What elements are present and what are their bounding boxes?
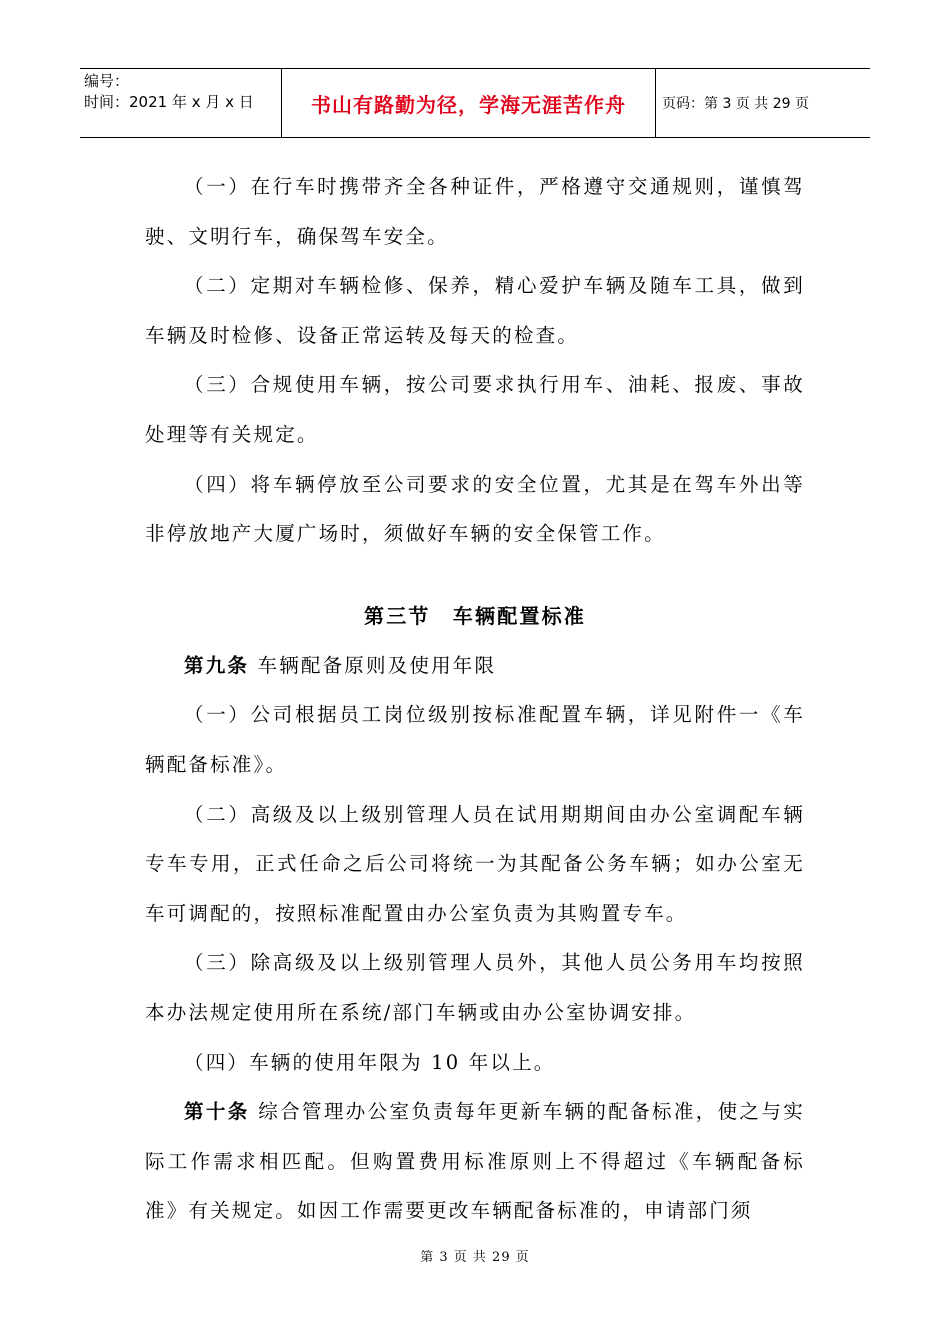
number-label: 编号：: [84, 72, 130, 90]
section-title: 第三节 车辆配置标准: [364, 603, 586, 628]
article-9-title: 车辆配备原则及使用年限: [249, 653, 497, 677]
article-10-text: 综合管理办公室负责每年更新车辆的配备标准，使之与实际工作需求相匹配。但购置费用标准原则上不得超过《车辆配备标准》有关规定。如因工作需要更改车辆配备标准的，申请部门须: [145, 1100, 805, 1223]
section-gap: [145, 559, 805, 589]
page-header: [80, 68, 870, 138]
document-body: [145, 162, 805, 1236]
paragraph-1: （一）在行车时携带齐全各种证件，严格遵守交通规则，谨慎驾驶、文明行车，确保驾车安全。: [145, 175, 805, 248]
date-label: 时间：2021 年 x 月 x 日: [84, 93, 254, 111]
article-9-heading: [145, 641, 805, 691]
article-10-label: 第十条: [184, 1100, 250, 1124]
page-footer: 第 3 页 共 29 页: [420, 1250, 530, 1265]
article-10: [145, 1087, 805, 1236]
article-9-label: 第九条: [184, 653, 250, 677]
paragraph-3: （三）合规使用车辆，按公司要求执行用车、油耗、报废、事故处理等有关规定。: [145, 373, 805, 446]
paragraph-4: （四）将车辆停放至公司要求的安全位置，尤其是在驾车外出等非停放地产大厦广场时，须做好车辆的安全保管工作。: [145, 472, 805, 546]
header-page-info: 页码：第 3 页 共 29 页: [662, 96, 809, 112]
paragraph-7: （三）除高级及以上级别管理人员外，其他人员公务用车均按照本办法规定使用所在系统/部门车辆或由办公室协调安排。: [145, 951, 805, 1024]
paragraph-8: （四）车辆的使用年限为 10 年以上。: [184, 1050, 556, 1074]
header-motto: 书山有路勤为径，学海无涯苦作舟: [282, 69, 656, 137]
paragraph-2: （二）定期对车辆检修、保养，精心爱护车辆及随车工具，做到车辆及时检修、设备正常运转及每天的检查。: [145, 274, 805, 347]
header-meta: [80, 69, 282, 137]
paragraph-5: （一）公司根据员工岗位级别按标准配置车辆，详见附件一《车辆配备标准》。: [145, 703, 805, 776]
paragraph-6: （二）高级及以上级别管理人员在试用期期间由办公室调配车辆专车专用，正式任命之后公司将统一为其配备公务车辆；如办公室无车可调配的，按照标准配置由办公室负责为其购置专车。: [145, 802, 805, 925]
